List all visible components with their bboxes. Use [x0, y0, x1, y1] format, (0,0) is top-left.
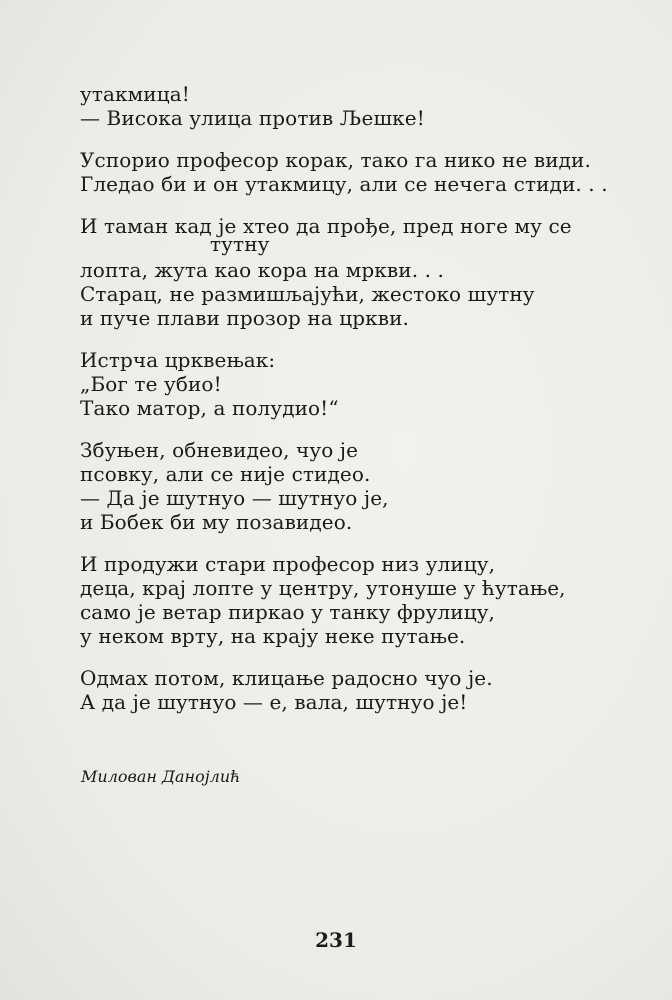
stanza-2 — [80, 148, 620, 196]
poem-line: и пуче плави прозор на цркви. — [80, 306, 410, 330]
poem-line-continuation: тутну — [210, 232, 270, 256]
poem-line: — Да је шутнуо — шутнуо је, — [80, 486, 389, 510]
poem-line: Тако матор, а полудио!“ — [80, 396, 339, 420]
poem-line: Старац, не размишљајући, жестоко шутну — [80, 282, 535, 306]
poem-line: Одмах потом, клицање радосно чуо је. — [80, 666, 493, 690]
stanza-3 — [80, 214, 620, 330]
poem-line: „Бог те убио! — [80, 372, 222, 396]
poem-line: А да је шутнуо — е, вала, шутнуо је! — [80, 690, 468, 714]
poem-line: И продужи стари професор низ улицу, — [80, 552, 496, 576]
author-signature: Милован Данојлић — [81, 767, 241, 786]
poem-line: Истрча црквењак: — [80, 348, 276, 372]
poem-line: Успорио професор корак, тако га нико не види. — [80, 148, 591, 172]
poem-line: само је ветар пиркао у танку фрулицу, — [80, 600, 496, 624]
poem-line: Гледао би и он утакмицу, али се нечега стиди. . . — [80, 172, 608, 196]
stanza-7 — [80, 666, 620, 714]
poem-line: у неком врту, на крају неке путање. — [80, 624, 466, 648]
poem — [80, 82, 620, 732]
stanza-5 — [80, 438, 620, 534]
poem-line: лопта, жута као кора на мркви. . . — [80, 258, 444, 282]
stanza-6 — [80, 552, 620, 648]
stanza-4 — [80, 348, 620, 420]
page-number: 231 — [315, 928, 357, 952]
poem-line: деца, крај лопте у центру, утонуше у ћутање, — [80, 576, 566, 600]
poem-line: И таман кад је хтео да прође, пред ноге му се — [80, 214, 572, 238]
stanza-1 — [80, 82, 620, 130]
poem-line: Збуњен, обневидео, чуо је — [80, 438, 359, 462]
poem-line: — Висока улица против Љешке! — [80, 106, 425, 130]
poem-line: и Бобек би му позавидео. — [80, 510, 353, 534]
poem-line: утакмица! — [80, 82, 190, 106]
poem-line: псовку, али се није стидео. — [80, 462, 371, 486]
